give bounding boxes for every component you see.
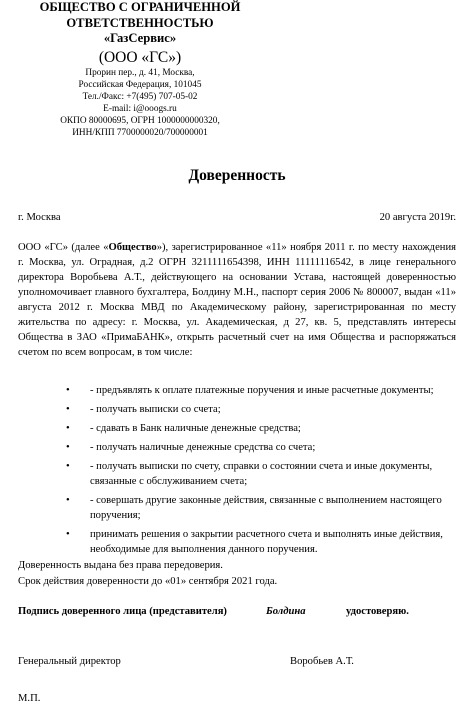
list-item (18, 421, 456, 436)
company-okpo-ogrn: ОКПО 80000695, ОГРН 1000000000320, (60, 115, 220, 126)
list-item (18, 440, 456, 455)
bullet-icon: • (66, 495, 70, 506)
company-inn-kpp: ИНН/КПП 7700000020/700000001 (72, 127, 208, 138)
document-date: 20 августа 2019г. (379, 212, 456, 223)
company-email: E-mail: i@ooogs.ru (103, 103, 177, 114)
list-item (18, 459, 456, 489)
company-address-line-2: Российская Федерация, 101045 (78, 79, 202, 90)
document-title: Доверенность (188, 167, 286, 184)
power-text: - совершать другие законные действия, связанные с выполнением настоящего поручения; (90, 495, 442, 521)
list-item (18, 383, 456, 398)
director-name: Воробьев А.Т. (290, 656, 354, 667)
company-name-line-1: ОБЩЕСТВО С ОГРАНИЧЕННОЙ (39, 0, 241, 14)
company-letterhead (20, 0, 260, 139)
list-item (18, 527, 456, 557)
company-short-name: (ООО «ГС») (98, 48, 182, 66)
company-name-line-3: «ГазСервис» (103, 31, 177, 45)
power-text: - сдавать в Банк наличные денежные средства; (90, 423, 301, 434)
powers-list (18, 383, 456, 561)
signature-certify: удостоверяю. (346, 606, 409, 617)
body-text-part-2: »), зарегистрированное «11» ноября 2011 г. по месту нахождения г. Москва, ул. Оградная, д.2 ОГРН 3211111654398, ИНН 11111116542, в лице генерального директора Воробьева А.Т., действующего на основании Устава, настоящей доверенностью уполномочивает главного бухгалтера, Болдину М.Н., паспорт серия 2006 № 800007, выдан «11» августа 2012 г. Москва МВД по Академическому району, зарегистрированная по месту жительства по адресу: г. Москва, ул. Академическая, д 27, кв. 5, представлять интересы Общества в ЗАО «ПримаБАНК», открыть расчетный счет на имя Общества и распоряжаться счетом по всем вопросам, в том числе: (18, 242, 456, 358)
signature-line (18, 606, 409, 617)
bullet-icon: • (66, 442, 70, 453)
no-substitution-note: Доверенность выдана без права передоверия. (18, 560, 223, 571)
validity-note: Срок действия доверенности до «01» сентября 2021 года. (18, 576, 278, 587)
list-item (18, 402, 456, 417)
signature-label: Подпись доверенного лица (представителя) (18, 606, 227, 617)
power-text: принимать решения о закрытии расчетного счета и выполнять иные действия, необходимые для выполнения данного поручения. (90, 529, 443, 555)
body-text-part-1: ООО «ГС» (далее « (18, 242, 109, 253)
stamp-place: М.П. (18, 693, 41, 704)
company-name-line-2: ОТВЕТСТВЕННОСТЬЮ (66, 15, 214, 30)
power-text: - предъявлять к оплате платежные поручения и иные расчетные документы; (90, 385, 434, 396)
bullet-icon: • (66, 461, 70, 472)
body-text-bold-term: Общество (108, 242, 157, 253)
list-item (18, 493, 456, 523)
power-text: - получать наличные денежные средства со счета; (90, 442, 316, 453)
company-phone: Тел./Факс: +7(495) 707-05-02 (82, 91, 198, 102)
signature-name: Болдина (266, 606, 306, 617)
bullet-icon: • (66, 404, 70, 415)
body-paragraph (18, 240, 456, 360)
director-role: Генеральный директор (18, 656, 121, 667)
power-text: - получать выписки со счета; (90, 404, 221, 415)
document-place: г. Москва (18, 212, 61, 223)
bullet-icon: • (66, 385, 70, 396)
company-address-line-1: Прорин пер., д. 41, Москва, (85, 67, 195, 78)
power-text: - получать выписки по счету, справки о состоянии счета и иные документы, связанные с обслуживанием счета; (90, 461, 433, 487)
bullet-icon: • (66, 423, 70, 434)
bullet-icon: • (66, 529, 70, 540)
